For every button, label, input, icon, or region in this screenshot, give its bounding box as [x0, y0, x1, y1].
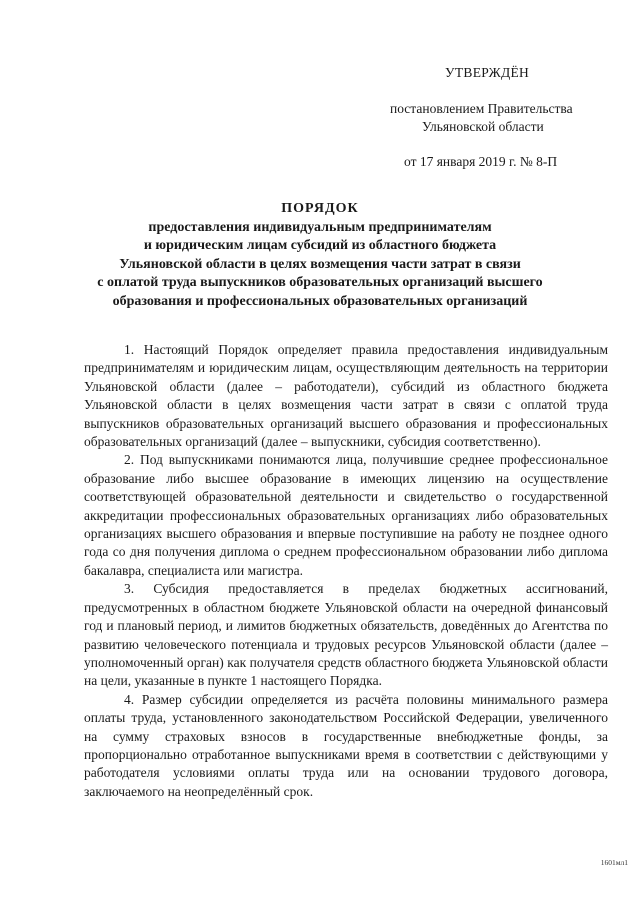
document-heading: ПОРЯДОК: [281, 201, 359, 216]
document-title: [0, 200, 640, 311]
title-line: предоставления индивидуальным предпринимателям: [148, 219, 492, 235]
title-line: образования и профессиональных образовательных организаций: [112, 293, 528, 309]
paragraph-1: 1. Настоящий Порядок определяет правила предоставления индивидуальным предпринимателям и юридическим лицам, осуществляющим деятельность на территории Ульяновской области (далее – работодатели), субсидий из областного бюджета Ульяновской области в целях возмещения части затрат в связи с оплатой труда выпускников образовательных организаций высшего образования и профессиональных образовательных организаций (далее – выпускники, субсидия соответственно).: [84, 342, 608, 450]
approval-heading: УТВЕРЖДЁН: [445, 65, 530, 80]
title-line: Ульяновской области в целях возмещения части затрат в связи: [119, 256, 521, 272]
approval-authority-line2: Ульяновской области: [422, 119, 544, 134]
paragraph-2: 2. Под выпускниками понимаются лица, получившие среднее профессиональное образование либо высшее образование в имеющих лицензию на осуществление соответствующей образовательной деятельности и свидетельство о государственной аккредитации профессиональных образовательных организациях либо образовательных организациях высшего образования и впервые поступившие на работу не позднее одного года со дня получения диплома о среднем профессиональном образовании либо диплома бакалавра, специалиста или магистра.: [84, 452, 608, 578]
approval-date: от 17 января 2019 г. № 8-П: [404, 154, 558, 169]
page-identifier: 1601мл1: [600, 858, 628, 867]
approval-authority-line1: постановлением Правительства: [390, 101, 573, 116]
paragraph-4: 4. Размер субсидии определяется из расчёта половины минимального размера оплаты труда, установленного законодательством Российской Федерации, увеличенного на сумму страховых взносов в государственные внебюджетные фонды, за пропорционально отработанное выпускниками время в соответствии с действующими у работодателя условиями оплаты труда или на основании трудового договора, заключаемого на неопределённый срок.: [84, 691, 608, 799]
title-line: и юридическим лицам субсидий из областного бюджета: [143, 238, 497, 253]
document-body: [84, 341, 608, 801]
title-line: с оплатой труда выпускников образовательных организаций высшего: [97, 275, 543, 290]
paragraph-3: 3. Субсидия предоставляется в пределах бюджетных ассигнований, предусмотренных в областном бюджете Ульяновской области на очередной финансовый год и плановый период, и лимитов бюджетных обязательств, доведённых до Агентства по развитию человеческого потенциала и трудовых ресурсов Ульяновской области (далее – уполномоченный орган) как получателя средств областного бюджета Ульяновской области на цели, указанные в пункте 1 настоящего Порядка.: [84, 581, 608, 689]
